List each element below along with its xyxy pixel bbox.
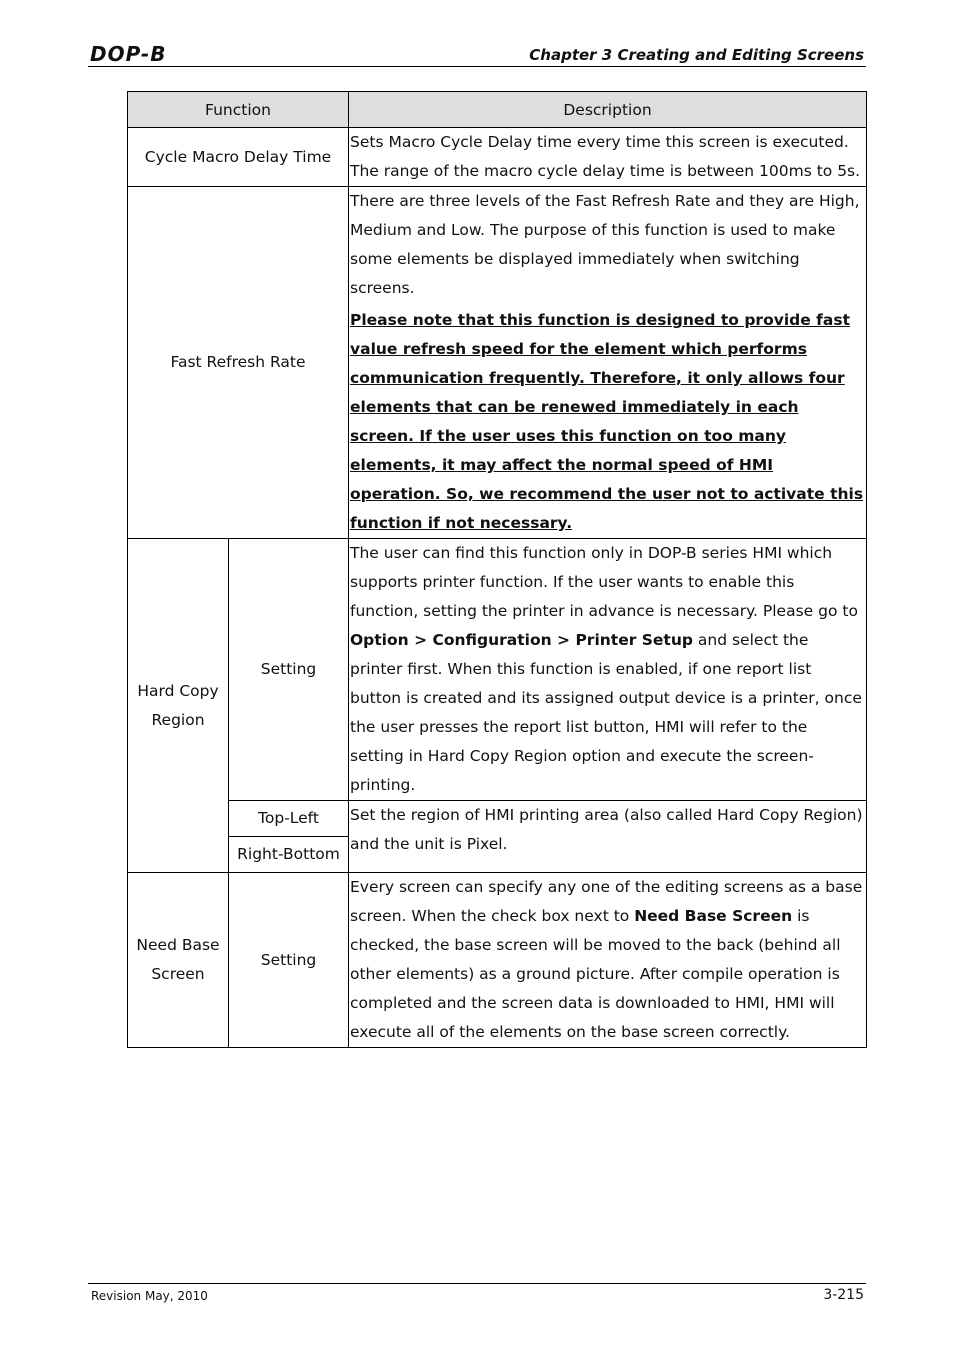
column-header-function: Function	[128, 92, 349, 128]
page-number: 3-215	[823, 1287, 864, 1303]
description-text-part: and select the printer first. When this function is enabled, if one report list button is created and its assigned output device is a printer, once the user presses the report list button, HMI will refer to the setting in Hard Copy Region option and execute the screen-printing.	[350, 631, 862, 794]
header-divider	[88, 66, 866, 67]
function-cell-cycle-macro-delay: Cycle Macro Delay Time	[128, 128, 349, 187]
description-text-part: The user can find this function only in DOP-B series HMI which supports printer function. If the user wants to enable this function, setting the printer in advance is necessary. Please go to	[350, 544, 858, 620]
option-need-base-screen: Need Base Screen	[634, 907, 793, 925]
menu-option: Option	[350, 631, 409, 649]
sub-function-setting: Setting	[229, 539, 349, 801]
table-row	[128, 128, 867, 187]
function-cell-fast-refresh-rate: Fast Refresh Rate	[128, 187, 349, 539]
table-row	[128, 539, 867, 801]
description-text-part: is checked, the base screen will be moved to the back (behind all other elements) as a ground picture. After compile operation is completed and the screen data is downloaded to HMI, HMI will execute all of the elements on the base screen correctly.	[350, 907, 841, 1041]
revision-date: Revision May, 2010	[91, 1289, 208, 1303]
description-text	[350, 539, 865, 800]
description-text: Set the region of HMI printing area (also called Hard Copy Region) and the unit is Pixel.	[350, 806, 863, 853]
description-cell-fast-refresh-rate	[349, 187, 867, 539]
description-cell-hard-copy-region	[349, 801, 867, 873]
description-cell-hard-copy-setting	[349, 539, 867, 801]
fast-refresh-warning-note: Please note that this function is designed to provide fast value refresh speed for the element which performs communication frequently. Therefore, it only allows four elements that can be renewed immediately in each screen. If the user uses this function on too many elements, it may affect the normal speed of HMI operation. So, we recommend the user not to activate this function if not necessary.	[350, 311, 864, 532]
table-row	[128, 873, 867, 1048]
sub-function-top-left: Top-Left	[229, 801, 349, 837]
function-cell-hard-copy-region: Hard Copy Region	[128, 539, 229, 873]
description-text: There are three levels of the Fast Refresh Rate and they are High, Medium and Low. The purpose of this function is used to make some elements be displayed immediately when switching screens.	[350, 192, 860, 297]
table-row	[128, 801, 867, 837]
table-row	[128, 187, 867, 539]
footer-divider	[88, 1283, 866, 1284]
function-description-table	[127, 91, 867, 1048]
description-text: Sets Macro Cycle Delay time every time this screen is executed. The range of the macro cycle delay time is between 100ms to 5s.	[350, 133, 861, 180]
sub-function-setting: Setting	[229, 873, 349, 1048]
description-text-part: Every screen can specify any one of the editing screens as a base screen. When the check box next to	[350, 878, 863, 925]
description-cell-need-base-screen	[349, 873, 867, 1048]
column-header-description: Description	[349, 92, 867, 128]
brand-logo: DOP-B	[90, 42, 167, 66]
sub-function-right-bottom: Right-Bottom	[229, 837, 349, 873]
menu-printer-setup: Printer Setup	[575, 631, 693, 649]
description-cell-cycle-macro-delay	[349, 128, 867, 187]
table-header-row	[128, 92, 867, 128]
menu-separator: >	[551, 631, 576, 649]
menu-configuration: Configuration	[432, 631, 552, 649]
chapter-title: Chapter 3 Creating and Editing Screens	[529, 46, 864, 64]
function-cell-need-base-screen: Need Base Screen	[128, 873, 229, 1048]
menu-separator: >	[408, 631, 433, 649]
description-text	[350, 873, 865, 1047]
